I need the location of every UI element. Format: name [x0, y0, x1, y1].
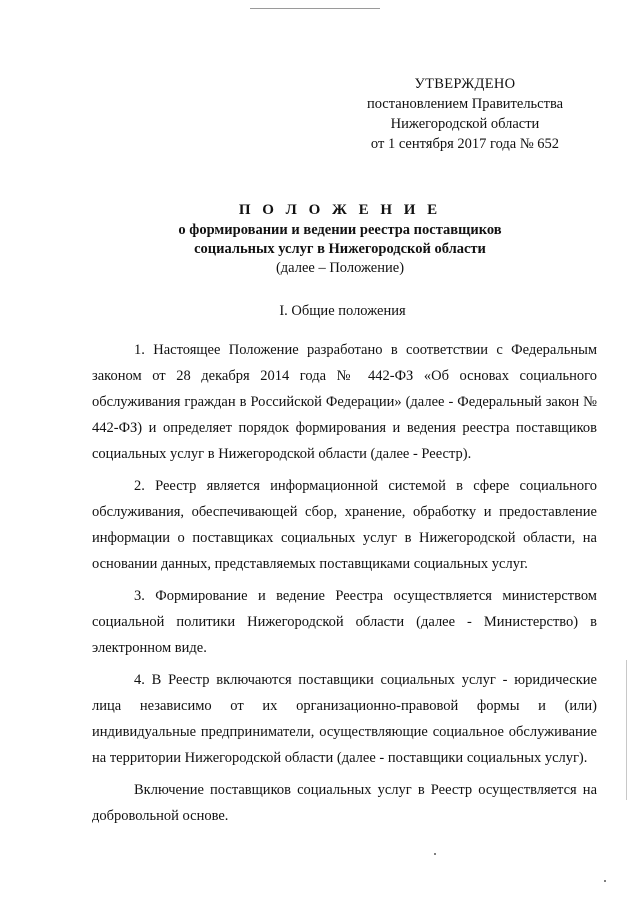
- paragraph: Включение поставщиков социальных услуг в Реестр осуществляется на добровольной основе.: [92, 782, 597, 824]
- section-heading: I. Общие положения: [279, 303, 406, 319]
- document-subtitle: о формировании и ведении реестра поставщиков: [178, 222, 502, 238]
- document-subtitle: социальных услуг в Нижегородской области: [194, 241, 486, 257]
- approval-line: постановлением Правительства: [366, 96, 564, 112]
- paragraph: 3. Формирование и ведение Реестра осуществляется министерством социальной политики Нижегородской области (далее - Министерство) в электронном виде.: [92, 588, 597, 656]
- approval-stamp: УТВЕРЖДЕНО: [414, 76, 516, 92]
- document-title-block: [90, 201, 590, 278]
- scan-speck: [604, 880, 606, 882]
- document-body: [92, 337, 597, 835]
- document-note: (далее – Положение): [275, 260, 405, 276]
- paragraph: 2. Реестр является информационной системой в сфере социального обслуживания, обеспечивающей сбор, хранение, обработку и предоставление информации о поставщиках социальных услуг в Нижегородской области, на основании данных, представляемых поставщиками социальных услуг.: [92, 478, 597, 572]
- scan-artifact-line: [626, 660, 627, 800]
- document-title: П О Л О Ж Е Н И Е: [238, 202, 442, 218]
- approval-line: от 1 сентября 2017 года № 652: [370, 136, 560, 152]
- approval-line: Нижегородской области: [390, 116, 540, 132]
- approval-block: [340, 74, 590, 154]
- paragraph: 4. В Реестр включаются поставщики социальных услуг - юридические лица независимо от их организационно-правовой формы и (или) индивидуальные предприниматели, осуществляющие социальное обслуживание на территории Нижегородской области (далее - поставщики социальных услуг).: [92, 672, 597, 766]
- paragraph: 1. Настоящее Положение разработано в соответствии с Федеральным законом от 28 декабря 2014 года № 442-ФЗ «Об основах социального обслуживания граждан в Российской Федерации» (далее - Федеральный закон № 442-ФЗ) и определяет порядок формирования и ведения реестра поставщиков социальных услуг в Нижегородской области (далее - Реестр).: [92, 342, 597, 462]
- scan-speck: [434, 853, 436, 855]
- scan-artifact-line: [250, 8, 380, 9]
